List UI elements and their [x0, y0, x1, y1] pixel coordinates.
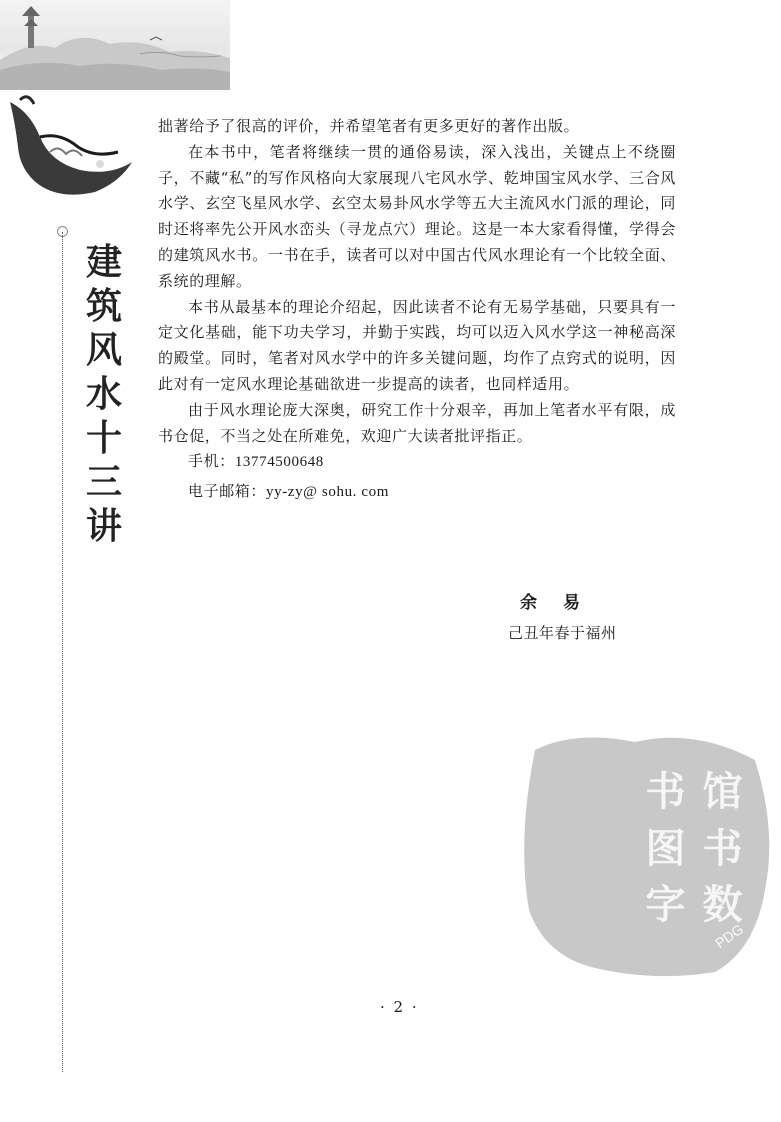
seal-text — [548, 770, 748, 940]
page-number: · 2 · — [380, 998, 419, 1016]
dragon-ornament-icon — [0, 92, 140, 202]
paragraph-3: 本书从最基本的理论介绍起，因此读者不论有无易学基础，只要具有一定文化基础，能下功夫学习，并勤于实践，均可以迈入风水学这一神秘高深的殿堂。同时，笔者对风水学中的许多关键问题，均作了点窍式的说明，因此对有一定风水理论基础欲进一步提高的读者，也同样适用。 — [158, 297, 676, 393]
phone-line — [158, 449, 676, 476]
author-signature: 余易 — [520, 593, 606, 613]
phone-number: 13774500648 — [234, 454, 324, 471]
email-address: yy-zy@ sohu. com — [266, 484, 389, 501]
seal-column-3: 馆书 — [639, 770, 743, 810]
header-landscape-art — [0, 0, 230, 90]
seal-column-1: 数字 — [639, 883, 743, 924]
phone-label: 手机： — [188, 452, 235, 471]
margin-dotted-line — [62, 232, 63, 1072]
email-line — [158, 479, 676, 506]
paragraph-1: 拙著给予了很高的评价，并希望笔者有更多更好的著作出版。 — [158, 117, 580, 135]
paragraph-2: 在本书中，笔者将继续一贯的通俗易读，深入浅出，关键点上不绕圈子，不藏“私”的写作风格向大家展现八宅风水学、乾坤国宝风水学、三合风水学、玄空飞星风水学、玄空太易卦风水学等五大主流风水门派的理论，同时还将率先公开风水峦头（寻龙点穴）理论。这是一本大家看得懂，学得会的建筑风水书。一书在手，读者可以对中国古代风水理论有一个比较全面、系统的理解。 — [158, 142, 676, 290]
seal-column-2: 书图 — [639, 826, 743, 867]
paragraph-4: 由于风水理论庞大深奥，研究工作十分艰辛，再加上笔者水平有限，成书仓促，不当之处在所难免，欢迎广大读者批评指正。 — [158, 400, 676, 445]
pdg-mark: PDG — [712, 920, 747, 952]
email-label: 电子邮箱： — [188, 482, 267, 501]
main-text — [158, 114, 676, 506]
signature-date: 己丑年春于福州 — [508, 624, 617, 642]
book-title-vertical: 建筑风水十三讲 — [85, 241, 122, 547]
